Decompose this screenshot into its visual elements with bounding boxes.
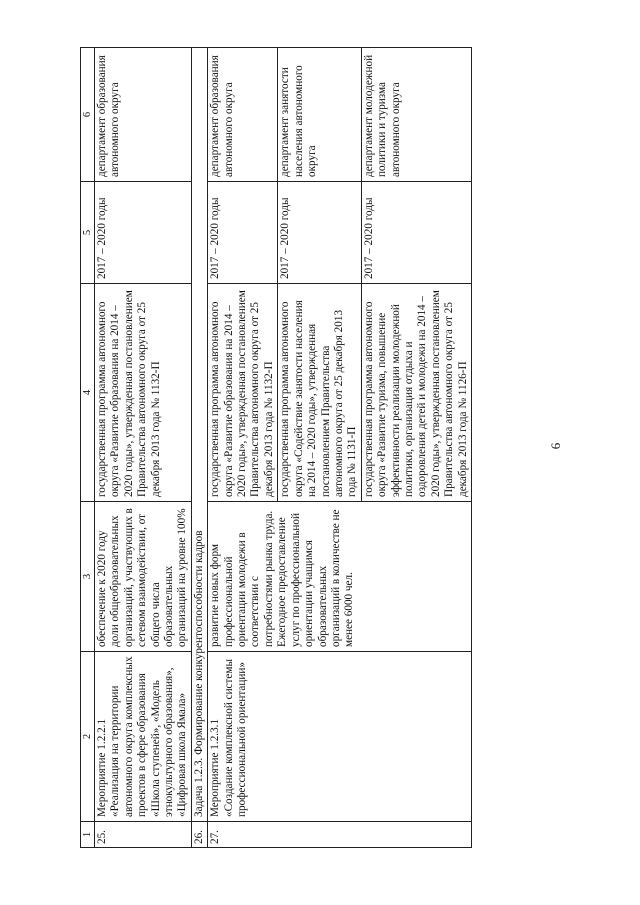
program-cell: государственная программа автономного округа «Содействие занятости населения на 2014 – 2020 годы», утвержденная постановлением Правительства автономного округа от 25 декабря 2013 года № 1131-П bbox=[278, 284, 361, 502]
header-row bbox=[81, 48, 95, 848]
row-number: 25. bbox=[95, 822, 192, 848]
task-row bbox=[191, 48, 207, 848]
executor-cell: департамент образования автономного округа bbox=[95, 48, 192, 182]
period-cell: 2017 – 2020 годы bbox=[361, 182, 471, 284]
header-cell: 3 bbox=[81, 502, 95, 652]
table-row bbox=[208, 48, 278, 848]
period-cell: 2017 – 2020 годы bbox=[95, 182, 192, 284]
program-cell: государственная программа автономного округа «Развитие туризма, повышение эффективности реализации молодежной политики, организация отдыха и оздоровления детей и молодежи на 2014 – 2020 годы», утвержденная постановлением Правительства автономного округа от 25 декабря 2013 года № 1126-П bbox=[361, 284, 471, 502]
header-cell: 6 bbox=[81, 48, 95, 182]
executor-cell: департамент образования автономного округа bbox=[208, 48, 278, 182]
period-cell: 2017 – 2020 годы bbox=[208, 182, 278, 284]
task-heading: Задача 1.2.3. Формирование конкурентоспособности кадров bbox=[191, 48, 207, 822]
period-cell: 2017 – 2020 годы bbox=[278, 182, 361, 284]
executor-cell: департамент молодежной политики и туризма автономного округа bbox=[361, 48, 471, 182]
measures-table bbox=[80, 47, 472, 848]
row-number: 26. bbox=[191, 822, 207, 848]
program-cell: государственная программа автономного округа «Развитие образования на 2014 – 2020 годы», утвержденная постановлением Правительства автономного округа от 25 декабря 2013 года № 1132-П bbox=[208, 284, 278, 502]
header-cell: 2 bbox=[81, 652, 95, 822]
header-cell: 5 bbox=[81, 182, 95, 284]
rotated-table-wrapper bbox=[80, 48, 600, 848]
program-cell: государственная программа автономного округа «Развитие образования на 2014 – 2020 годы», утвержденная постановлением Правительства автономного округа от 25 декабря 2013 года № 1132-П bbox=[95, 284, 192, 502]
page-number: 6 bbox=[548, 442, 563, 450]
header-cell: 4 bbox=[81, 284, 95, 502]
executor-cell: департамент занятости населения автономного округа bbox=[278, 48, 361, 182]
measure-cell: Мероприятие 1.2.3.1 «Создание комплексной системы профессиональной ориентации» bbox=[208, 652, 472, 822]
result-cell: развитие новых форм профессиональной ориентации молодежи в соответствии с потребностями рынка труда. Ежегодное предоставление услуг по профессиональной ориентации учащимся образовательных организаций в количестве не менее 6000 чел. bbox=[208, 502, 472, 652]
row-number: 27. bbox=[208, 822, 472, 848]
table-row bbox=[95, 48, 192, 848]
result-cell: обеспечение к 2020 году доли общеобразовательных организаций, участвующих в сетевом взаимодействии, от общего числа образовательных организаций на уровне 100% bbox=[95, 502, 192, 652]
measure-cell: Мероприятие 1.2.2.1 «Реализация на территории автономного округа комплексных проектов в сфере образования «Школа ступеней», «Модель этнокультурного образования», «Цифровая школа Ямала» bbox=[95, 652, 192, 822]
header-cell: 1 bbox=[81, 822, 95, 848]
